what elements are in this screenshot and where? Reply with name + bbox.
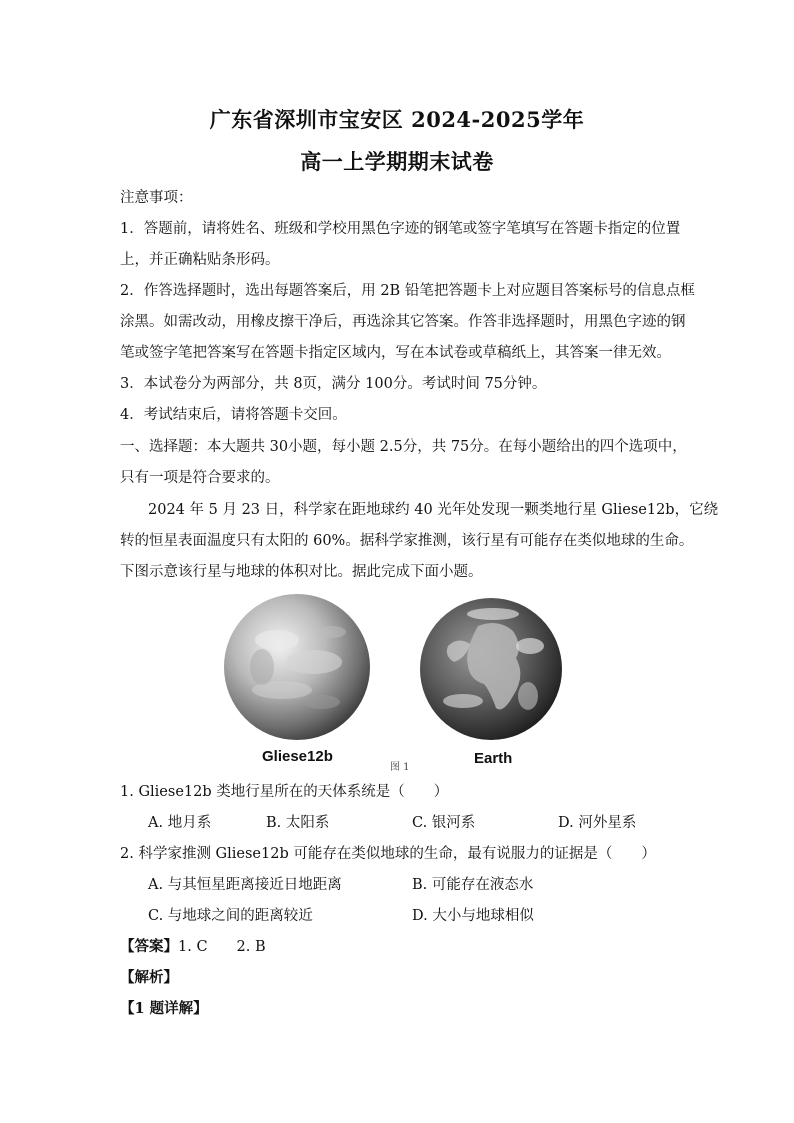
section-heading-line-2: 只有一项是符合要求的。 [120,470,280,486]
figure-tag: 图 1 [390,762,410,773]
question-2-option-a: A. 与其恒星距离接近日地距离 [148,877,342,893]
passage-line-2: 转的恒星表面温度只有太阳的 60%。据科学家推测，该行星有可能存在类似地球的生命。 [120,533,694,549]
notice-item-1a: 1．答题前，请将姓名、班级和学校用黑色字迹的钢笔或签字笔填写在答题卡指定的位置 [120,221,681,237]
notice-item-4: 4．考试结束后，请将答题卡交回。 [120,407,347,423]
analysis-detail-1: 【1 题详解】 [120,1000,208,1017]
question-2-stem: 2. 科学家推测 Gliese12b 可能存在类似地球的生命，最有说服力的证据是（ ） [120,846,656,862]
notice-item-3: 3．本试卷分为两部分，共 8页，满分 100分。考试时间 75分钟。 [120,376,547,392]
notice-item-2c: 笔或签字笔把答案写在答题卡指定区域内，写在本试卷或草稿纸上，其答案一律无效。 [120,345,671,361]
notice-item-1b: 上，并正确粘贴条形码。 [120,252,280,268]
passage-line-3: 下图示意该行星与地球的体积对比。据此完成下面小题。 [120,564,483,580]
earth-globe-image [418,596,564,742]
notice-item-2b: 涂黑。如需改动，用橡皮擦干净后，再选涂其它答案。作答非选择题时，用黑色字迹的钢 [120,314,686,330]
earth-caption: Earth [474,750,513,767]
answer-line [120,935,680,956]
question-2-option-d: D. 大小与地球相似 [412,908,534,924]
title-line-1: 广东省深圳市宝安区 2024-2025学年 [209,107,585,132]
gliese12b-globe-image [222,592,372,742]
answer-text: 1. C 2. B [178,939,266,955]
question-2-option-c: C. 与地球之间的距离较近 [148,908,313,924]
notice-heading: 注意事项： [120,190,193,206]
answer-label: 【答案】 [120,938,178,955]
passage-line-1: 2024 年 5 月 23 日，科学家在距地球约 40 光年处发现一颗类地行星 Gliese12b，它绕 [148,502,719,518]
section-heading-line-1: 一、选择题：本大题共 30小题，每小题 2.5分，共 75分。在每小题给出的四个选项中， [120,439,687,455]
analysis-label: 【解析】 [120,969,178,986]
question-1-option-d: D. 河外星系 [558,815,637,831]
planet-comparison-figure [222,592,572,772]
question-1-stem: 1. Gliese12b 类地行星所在的天体系统是（ ） [120,784,449,800]
notice-item-2a: 2．作答选择题时，选出每题答案后，用 2B 铅笔把答题卡上对应题目答案标号的信息点框 [120,283,695,299]
question-2-option-b: B. 可能存在液态水 [412,877,534,893]
question-1-option-a: A. 地月系 [148,815,212,831]
title-line-2: 高一上学期期末试卷 [300,149,494,174]
question-1-option-b: B. 太阳系 [266,815,330,831]
gliese12b-caption: Gliese12b [262,748,333,765]
question-1-option-c: C. 银河系 [412,815,476,831]
